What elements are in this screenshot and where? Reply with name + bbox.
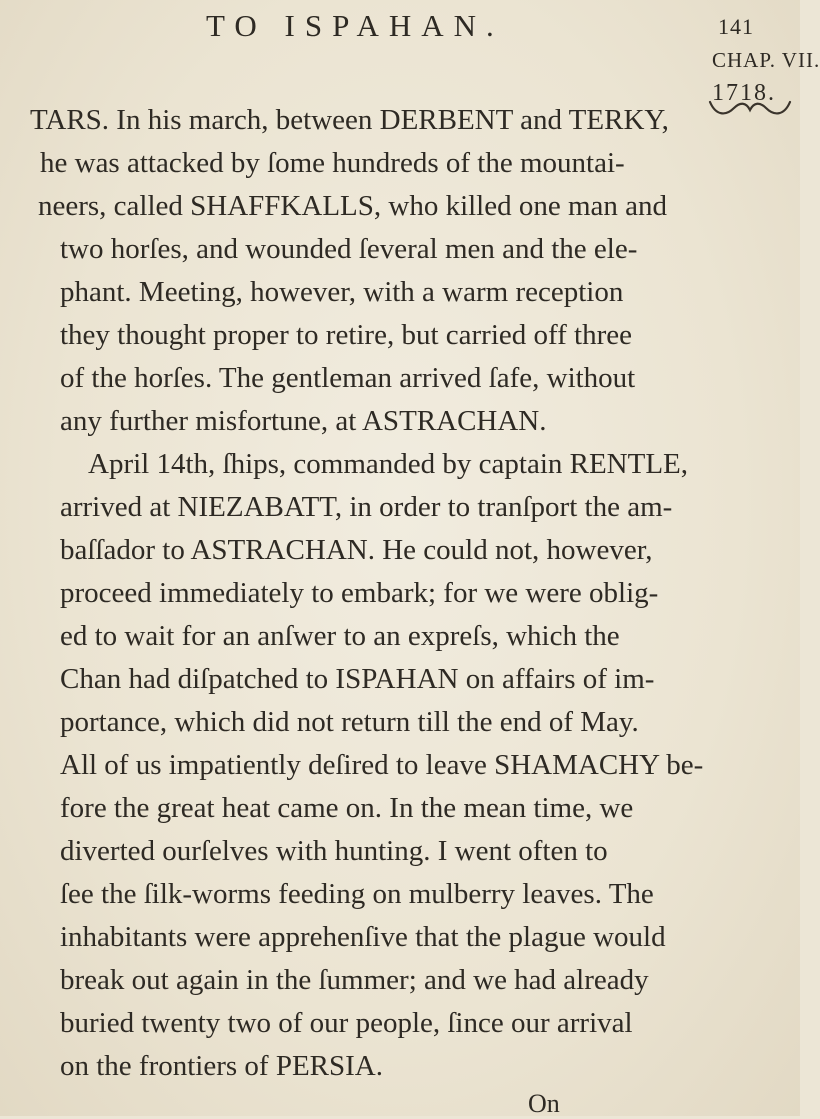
text-line: Chan had diſpatched to ISPAHAN on affairs of im-: [60, 663, 655, 695]
text-line: phant. Meeting, however, with a warm reception: [60, 276, 624, 308]
text-line: they thought proper to retire, but carried off three: [60, 319, 632, 351]
text-line: on the frontiers of PERSIA.: [60, 1050, 383, 1082]
running-title: TO ISPAHAN.: [206, 8, 504, 43]
margin-chapter-note: CHAP. VII.: [712, 48, 820, 72]
text-line: portance, which did not return till the end of May.: [60, 706, 639, 738]
text-line: ed to wait for an anſwer to an expreſs, which the: [60, 620, 620, 652]
text-line: All of us impatiently deſired to leave SHAMACHY be-: [60, 749, 704, 781]
page-number: 141: [718, 14, 754, 39]
catchword: On: [528, 1089, 560, 1118]
text-line: TARS. In his march, between DERBENT and TERKY,: [30, 104, 669, 136]
text-line: baſſador to ASTRACHAN. He could not, however,: [60, 534, 653, 566]
margin-year-note: 1718.: [712, 80, 776, 106]
text-line: buried twenty two of our people, ſince our arrival: [60, 1007, 633, 1039]
text-line: any further misfortune, at ASTRACHAN.: [60, 405, 547, 437]
text-line: diverted ourſelves with hunting. I went often to: [60, 835, 608, 867]
text-line: proceed immediately to embark; for we were oblig-: [60, 577, 659, 609]
text-line: ſee the ſilk-worms feeding on mulberry leaves. The: [60, 878, 654, 910]
text-line: inhabitants were apprehenſive that the plague would: [60, 921, 666, 953]
text-line: of the horſes. The gentleman arrived ſafe, without: [60, 362, 636, 394]
brace-ornament: [706, 98, 794, 120]
text-line: break out again in the ſummer; and we had already: [60, 964, 649, 996]
text-line: he was attacked by ſome hundreds of the mountai-: [40, 147, 625, 179]
page-header: [0, 8, 800, 42]
text-line: April 14th, ſhips, commanded by captain RENTLE,: [88, 448, 689, 480]
text-line: neers, called SHAFFKALLS, who killed one man and: [38, 190, 668, 222]
text-line: two horſes, and wounded ſeveral men and the ele-: [60, 233, 638, 265]
text-line: fore the great heat came on. In the mean time, we: [60, 792, 634, 824]
text-line: arrived at NIEZABATT, in order to tranſport the am-: [60, 491, 673, 523]
